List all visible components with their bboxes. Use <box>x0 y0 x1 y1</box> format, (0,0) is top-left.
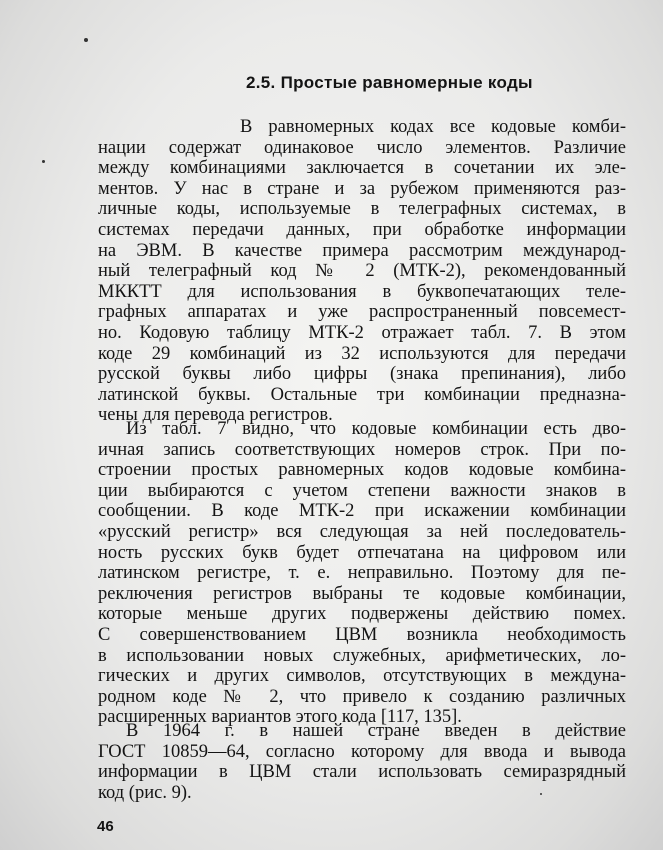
paragraph-2 <box>98 419 626 728</box>
text-line: ный телеграфный код № 2 (МТК-2), рекомендованный <box>98 261 626 282</box>
text-line: Из табл. 7 видно, что кодовые комбинации есть дво- <box>126 419 626 439</box>
text-line: код (рис. 9). <box>98 782 192 803</box>
section-heading: 2.5. Простые равномерные коды <box>246 73 533 92</box>
print-speck <box>42 160 45 163</box>
text-line: С совершенствованием ЦВМ возникла необходимость <box>98 624 626 645</box>
text-line: личные коды, используемые в телеграфных системах, в <box>98 199 626 220</box>
text-line: коде 29 комбинаций из 32 используются для передачи <box>98 343 626 364</box>
text-line: на ЭВМ. В качестве примера рассмотрим международ- <box>98 240 626 261</box>
text-line: «русский регистр» вся следующая за ней последователь- <box>98 521 626 542</box>
text-line: ность русских букв будет отпечатана на цифровом или <box>98 542 626 563</box>
text-line: ГОСТ 10859—64, согласно которому для ввода и вывода <box>98 741 626 762</box>
text-line: реключения регистров выбраны те кодовые комбинации, <box>98 583 626 604</box>
paragraph-1 <box>98 117 626 426</box>
text-line: графных аппаратах и уже распространенный повсемест- <box>98 302 626 323</box>
text-line: МККТТ для использования в буквопечатающих теле- <box>98 281 626 302</box>
text-line: чены для перевода регистров. <box>98 405 333 426</box>
text-line: В равномерных кодах все кодовые комби- <box>240 117 626 137</box>
text-line: ичная запись соответствующих номеров строк. При по- <box>98 439 626 460</box>
print-speck <box>84 38 88 42</box>
text-line: системах передачи данных, при обработке информации <box>98 219 626 240</box>
text-line: которые меньше других подвержены действию помех. <box>98 604 626 625</box>
text-line: В 1964 г. в нашей стране введен в действие <box>126 721 626 741</box>
text-line: нации содержат одинаковое число элементов. Различие <box>98 137 626 158</box>
text-line: русской буквы либо цифры (знака препинания), либо <box>98 364 626 385</box>
text-line: ментов. У нас в стране и за рубежом применяются раз- <box>98 178 626 199</box>
text-line: в использовании новых служебных, арифметических, ло- <box>98 645 626 666</box>
text-line: сообщении. В коде МТК-2 при искажении комбинации <box>98 501 626 522</box>
text-line: между комбинациями заключается в сочетании их эле- <box>98 158 626 179</box>
text-line: латинской буквы. Остальные три комбинации предназна- <box>98 384 626 405</box>
text-line: строении простых равномерных кодов кодовые комбина- <box>98 460 626 481</box>
text-line: информации в ЦВМ стали использовать семиразрядный <box>98 762 626 783</box>
text-line: гических и других символов, отсутствующих в междуна- <box>98 666 626 687</box>
page-number: 46 <box>97 818 114 835</box>
text-line: латинском регистре, т. е. неправильно. Поэтому для пе- <box>98 563 626 584</box>
text-line: расширенных вариантов этого кода [117, 135]. <box>98 707 462 728</box>
text-line: ции выбираются с учетом степени важности знаков в <box>98 480 626 501</box>
text-line: но. Кодовую таблицу МТК-2 отражает табл. 7. В этом <box>98 322 626 343</box>
text-line: родном коде № 2, что привело к созданию различных <box>98 686 626 707</box>
paragraph-3 <box>98 721 626 803</box>
